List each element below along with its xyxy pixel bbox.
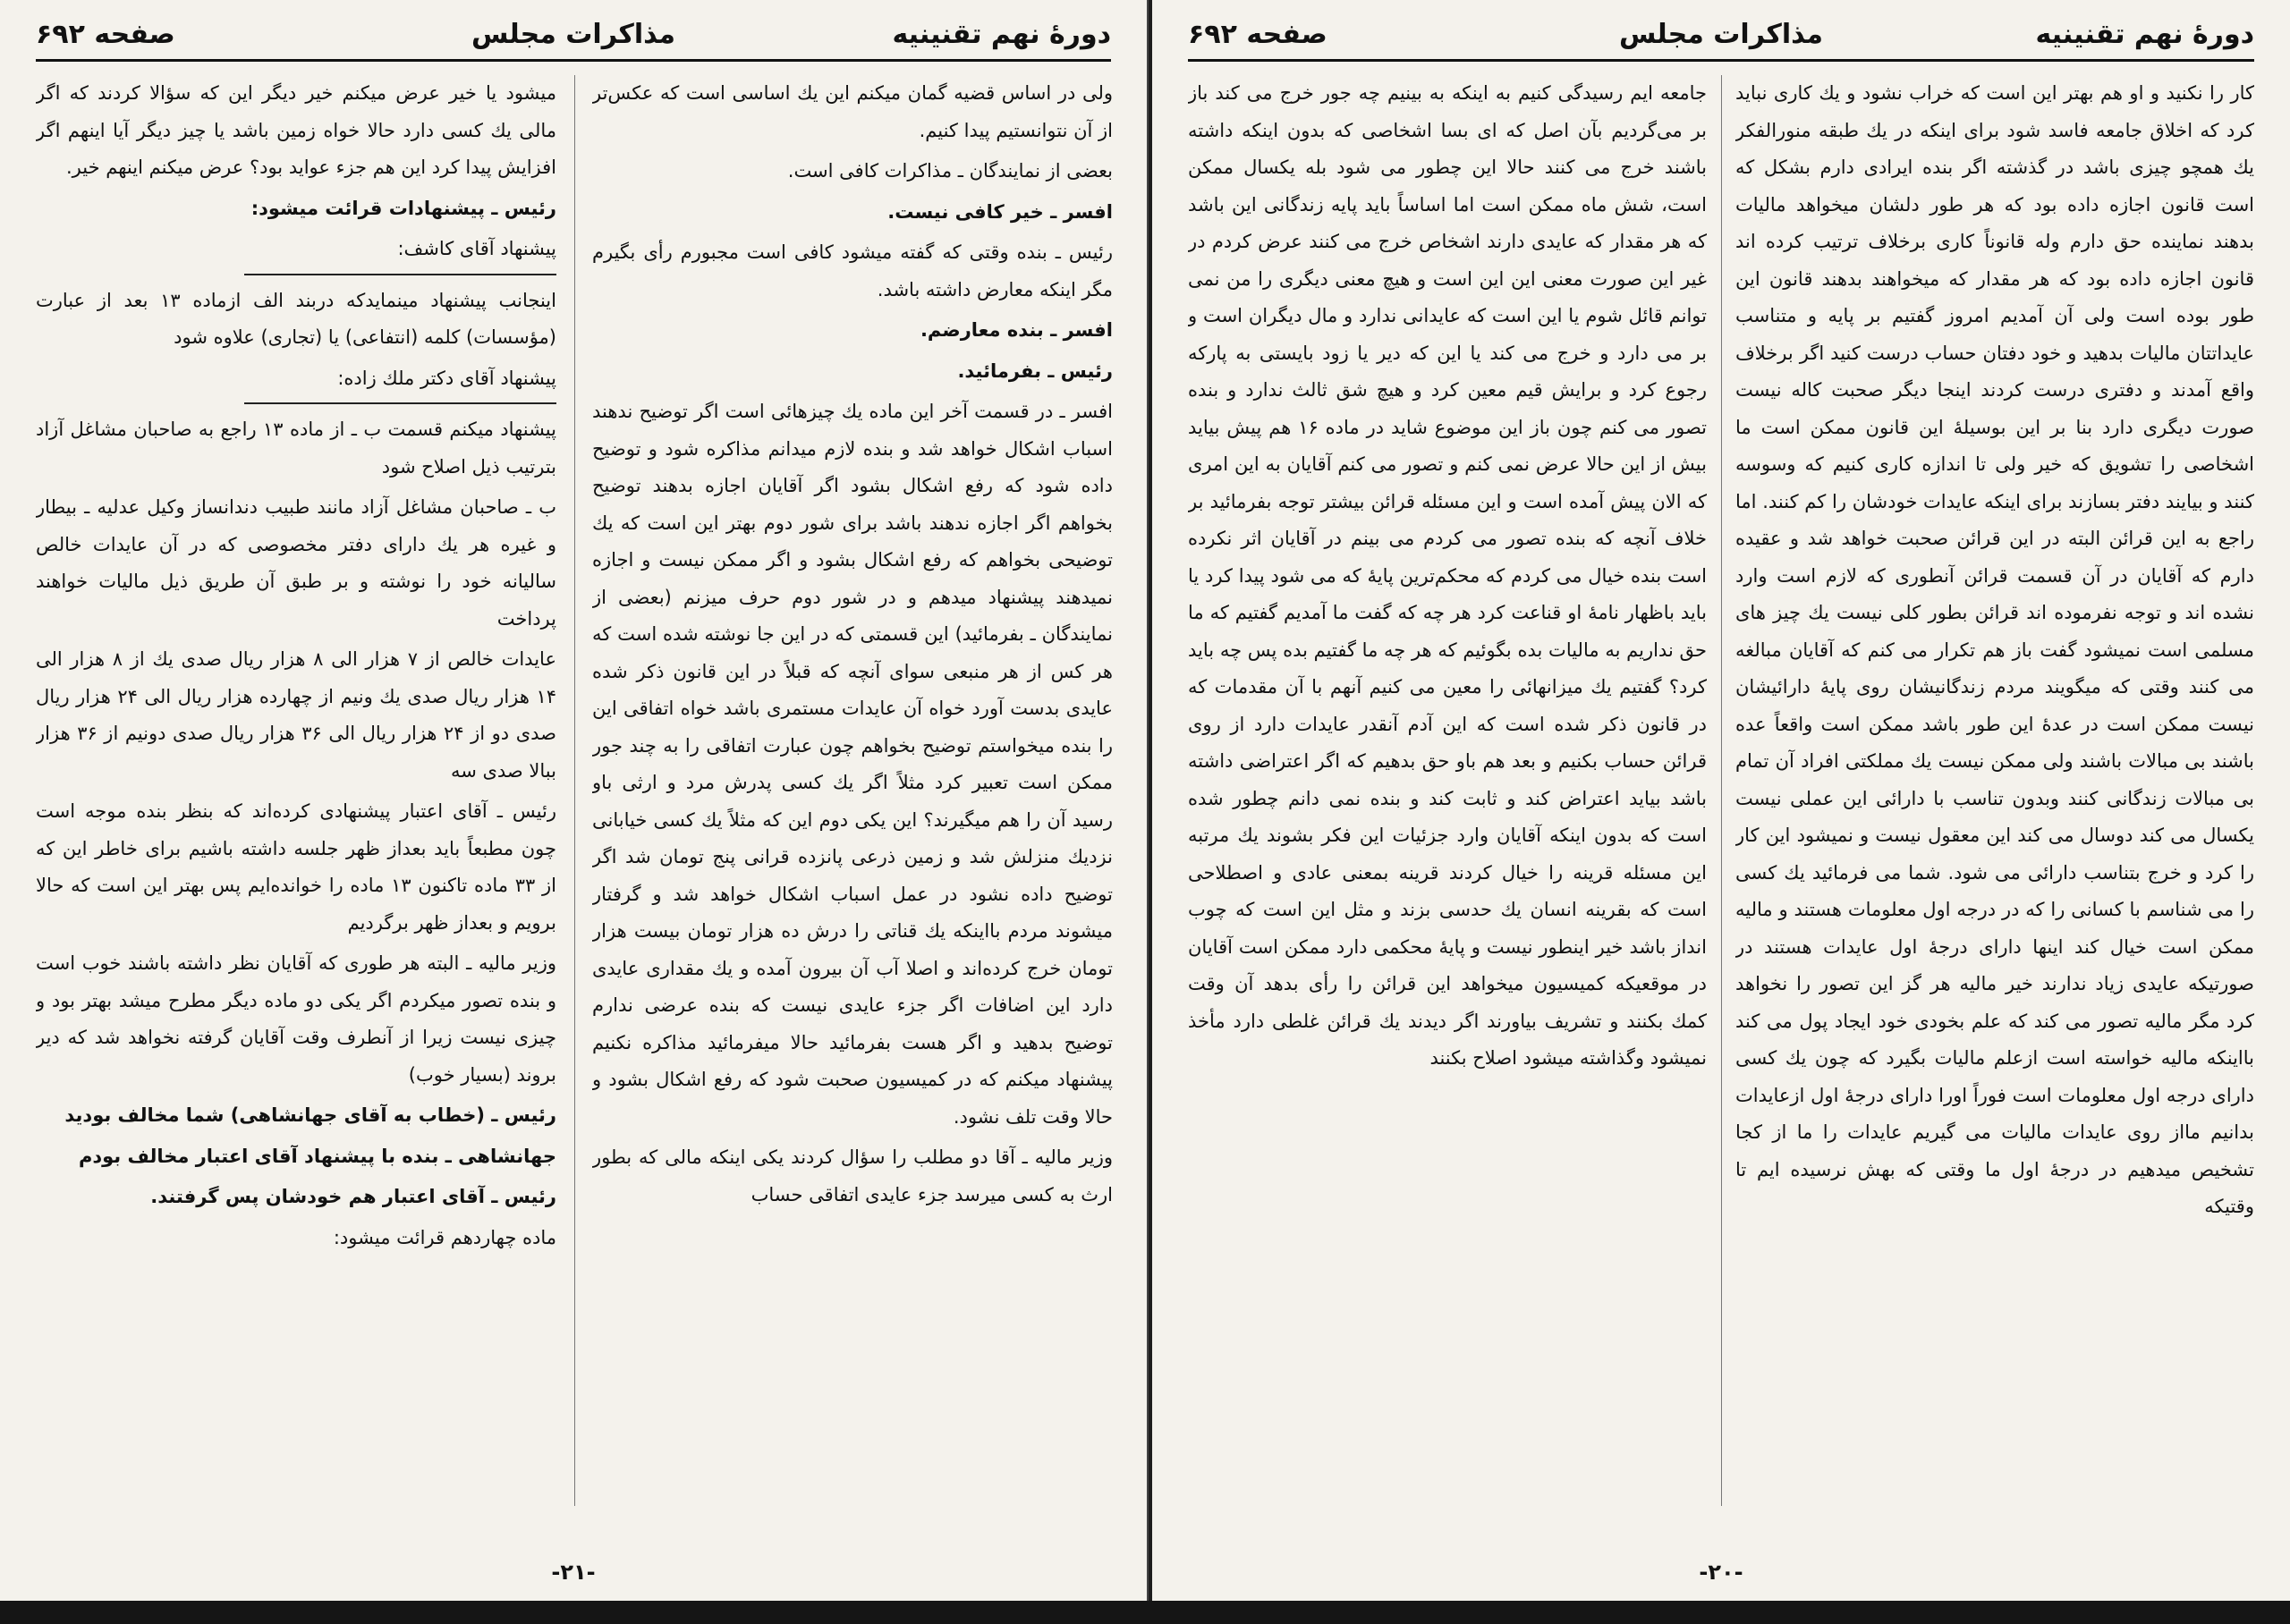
column-divider — [1721, 75, 1722, 1506]
paragraph: میشود یا خیر عرض میکنم خیر دیگر این که سؤالا کردند که اگر مالی یك کسی دارد حالا خواه زمین باشد یا چیز دیگر آیا اینهم اگر افزایش پیدا کرد این هم جزء عواید بود؟ عرض میکنم اینهم خیر. — [36, 82, 556, 178]
right-page-left-column — [1188, 75, 1707, 1506]
paragraph: رئیس ـ پیشنهادات قرائت میشود: — [250, 197, 556, 219]
header-session-label: دورهٔ نهم تقنینیه — [2035, 19, 2254, 50]
header-page-label: صفحه ۶۹۲ — [1188, 19, 1327, 50]
paragraph: اینجانب پیشنهاد مینمایدکه دربند الف ازماده ۱۳ بعد از عبارت (مؤسسات) کلمه (انتفاعی) یا (تجاری) علاوه شود — [36, 289, 556, 348]
header-session-label: دورهٔ نهم تقنینیه — [892, 19, 1111, 50]
left-page-header — [36, 13, 1111, 57]
paragraph: رئیس ـ (خطاب به آقای جهانشاهی) شما مخالف بودید — [64, 1104, 556, 1126]
paragraph: افسر ـ در قسمت آخر این ماده یك چیزهائی است اگر توضیح ندهند اسباب اشکال خواهد شد و بنده لازم میدانم مذاکره شود و توضیح داده شود که رفع اشکال بشود اگر آقایان اجازه بدهند توضیح بخواهم اگر اجازه ندهند باشد برای شور دوم بهتر این است که یك توضیحی بخواهم که رفع اشکال بشود و اگر ممکن نیست و اجازه نمیدهند پیشنهاد میدهم و در شور دوم حرف میزنم (بعضی از نمایندگان ـ بفرمائید) این قسمتی که در این جا نوشته شده است که هر کس از هر منبعی سوای آنچه که قبلاً در این قانون ذکر شده عایدی بدست آورد خواه آن عایدات مستمری باشد خواه اتفاقی این را بنده میخواستم توضیح بخواهم چون عبارت اتفاقی را به چند جور ممکن است تعبیر کرد مثلاً اگر یك کسی پدرش مرد و ارثی باو رسید آن را هم میگیرند؟ این یکی دوم این که مثلاً یك کسی خیابانی نزدیك منزلش شد و زمین ذرعی پانزده قرانی پنج تومان شد اگر توضیح داده نشود در عمل اسباب اشکال خواهد شد و گرفتار میشوند مردم بااینکه یك قناتی را درش ده هزار تومان بیست هزار تومان خرج کرده‌اند و اصلا آب آن بیرون آمده و یك مقداری عایدی دارد این اضافات اگر جزء عایدی نیست که بنده عرضی ندارم توضیح بدهید و اگر هست بفرمائید حالا میفرمائید مذاکره نکنیم پیشنهاد میکنم که در کمیسیون صحبت شود که رفع اشکال بشود و حالا وقت تلف نشود. — [592, 401, 1113, 1128]
separator-rule — [244, 274, 556, 275]
paragraph: رئیس ـ بنده وقتی که گفته میشود کافی است مجبورم رأی بگیرم مگر اینکه معارض داشته باشد. — [592, 241, 1113, 300]
paragraph: عایدات خالص از ۷ هزار الی ۸ هزار ریال صدی یك از ۸ هزار الی ۱۴ هزار ریال صدی یك ونیم از چهارده هزار ریال الی ۲۴ هزار ریال صدی دو از ۲۴ هزار ریال الی ۳۶ هزار ریال صدی دونیم از ۳۶ هزار ببالا صدی سه — [36, 648, 556, 782]
paragraph: جهانشاهی ـ بنده با پیشنهاد آقای اعتبار مخالف بودم — [78, 1145, 556, 1167]
right-page-header — [1188, 13, 2254, 57]
separator-rule — [244, 402, 556, 404]
paragraph: افسر ـ خیر کافی نیست. — [887, 200, 1113, 223]
column-divider — [574, 75, 575, 1506]
right-page-right-column — [1735, 75, 2254, 1506]
left-page-right-column — [592, 75, 1113, 1506]
paragraph: ماده چهاردهم قرائت میشود: — [333, 1226, 556, 1248]
paragraph: وزیر مالیه ـ آقا دو مطلب را سؤال کردند یکی اینکه مالی که بطور ارث به کسی میرسد جزء عایدی اتفاقی حساب — [592, 1146, 1113, 1205]
header-title: مذاکرات مجلس — [471, 19, 676, 50]
left-page — [0, 0, 1149, 1601]
header-page-label: صفحه ۶۹۲ — [36, 19, 175, 50]
paragraph: وزیر مالیه ـ البته هر طوری که آقایان نظر داشته باشند خوب است و بنده تصور میکردم اگر یکی دو ماده دیگر مطرح میشد بهتر بود و چیزی نیست زیرا از آنطرف وقت آقایان گرفته نخواهد شد که دیر بروند (بسیار خوب) — [36, 952, 556, 1086]
proposal-heading: پیشنهاد آقای دکتر ملك زاده: — [337, 367, 556, 389]
paragraph: رئیس ـ آقای اعتبار پیشنهادی کرده‌اند که بنظر بنده موجه است چون مطبعاً باید بعداز ظهر جلسه داشته باشیم برای خاطر این که از ۳۳ ماده تاکنون ۱۳ ماده را خوانده‌ایم پس بهتر این است که حالا برویم و بعداز ظهر برگردیم — [36, 800, 556, 934]
proposal-heading: پیشنهاد آقای کاشف: — [397, 238, 556, 259]
paragraph: بعضی از نمایندگان ـ مذاکرات کافی است. — [787, 160, 1113, 182]
paragraph: افسر ـ بنده معارضم. — [920, 319, 1113, 341]
scan-bottom-edge — [0, 1601, 2290, 1624]
paragraph: رئیس ـ آقای اعتبار هم خودشان پس گرفتند. — [150, 1186, 556, 1207]
header-title: مذاکرات مجلس — [1618, 19, 1824, 50]
right-page — [1152, 0, 2290, 1601]
page-number: -۲۱- — [551, 1560, 596, 1585]
header-rule — [36, 59, 1111, 62]
paragraph: رئیس ـ بفرمائید. — [957, 359, 1113, 382]
paragraph: ب ـ صاحبان مشاغل آزاد مانند طبیب دندانساز وکیل عدلیه ـ بیطار و غیره هر یك دارای دفتر مخصوصی که در آن عایدات خالص سالیانه خود را نوشته و بر طبق آن طریق ذیل مالیات خواهند پرداخت — [36, 496, 556, 630]
paragraph: پیشنهاد میکنم قسمت ب ـ از ماده ۱۳ راجع به صاحبان مشاغل آزاد بترتیب ذیل اصلاح شود — [36, 419, 556, 478]
left-page-left-column — [36, 75, 556, 1506]
paragraph: ولی در اساس قضیه گمان میکنم این یك اساسی است که عکس‌تر از آن نتوانستیم پیدا کنیم. — [592, 82, 1113, 141]
paragraph: کار را نکنید و او هم بهتر این است که خراب نشود و یك کاری نباید کرد که اخلاق جامعه فاسد شود برای اینکه در یك طبقه منورالفکر یك همچو چیزی باشد در گذشته اگر بنده ایرادی دارم بشکل که است قانون اجازه داده بود که هر طور دلشان میخواهد مالیات بدهند نماینده حق دارم وله قانوناً کاری برخلاف ترتیب کرده اند قانون اجازه داده بود که هر مقدار که میخواهند بدهند قانون این طور بوده است ولی آن آمدیم امروز گفتیم بر پایه و متناسب عایداتتان مالیات بدهید و خود دفتان حساب درست کنید اگر برخلاف واقع آمدند و دفتری درست کردند اینجا دیگر صحبت کاله نیست صورت دیگری دارد بنا بر این بوسیلهٔ این قانون ممکن است ما اشخاصی را تشویق که خیر ولی تا اندازه کاری کنیم که وسوسه کنند و بیایند دفتر بسازند برای اینکه عایدات خودشان را کم کنند. اما راجع به این قرائن البته در این قرائن صحبت خواهد شد و عقیده دارم که آقایان در آن قسمت قرائن آنطوری که لازم است وارد نشده اند و توجه نفرموده اند قرائن بطور کلی نیست یك چیز های مسلمی است نمیشود گفت باز هم تکرار می کنم که آقایان مبالغه می کنند وقتی که میگویند مردم زندگانیشان روی پایهٔ دارائیشان نیست ممکن است در عدهٔ این طور باشد ممکن است واقعاً عده باشند بی مبالات باشند ولی ممکن نیست یك مملکتی افراد آن تمام بی مبالات زندگانی کنند وبدون تناسب با دارائی این عملی نیست یکسال می کند دوسال می کند این معقول نیست و نمیشود این کار را کرد و خرج بتناسب دارائی می شود. شما می فرمائید یك کسی را می شناسم با کسانی را که در درجه اول معلومات هستند و مالیه ممکن است خیال کند اینها دارای درجهٔ اول عایدات هستند در صورتیکه عایدی زیاد ندارند خیر مالیه هر گز این تصور را نخواهد کرد مگر مالیه تصور می کند که علم بخودی خود ایجاد پول می کند بااینکه مالیه خواسته است ازعلم مالیات بگیرد که چون یك کسی دارای درجه اول معلومات است فوراً اورا دارای درجهٔ اول ازعایدات بدانیم مااز روی عایدات مالیات می گیریم عایدات را ما از کجا تشخیص میدهیم در درجهٔ اول ما وقتی که بهش نرسیده ایم تا وقتیکه — [1735, 82, 2254, 1217]
paragraph: جامعه ایم رسیدگی کنیم به اینکه به بینیم چه جور خرج می کند باز بر می‌گردیم بآن اصل که ای بسا اشخاصی که بدون اینکه داشته باشند خرج می کنند حالا این چطور می شود بله یکسال ممکن است، شش ماه ممکن است اما اساساً باید پایه زندگانی این باشد که هر مقدار که عایدی دارند اشخاص خرج می کنند عرض کردم در غیر این صورت معنی این این است و هیچ معنی دیگری را من نمی توانم قائل شوم یا این است که عایدانی ندارد و مال دیگران است و بر می دارد و خرج می کند یا این که دیر یا زود بایستی به پارکه رجوع کرد و برایش قیم معین کرد و هیچ شق ثالث ندارد و بنده تصور می کنم چون باز این موضوع شاید در ماده ۱۶ هم پیش بیاید بیش از این حالا عرض نمی کنم و تصور می کنم آقایان به این امری که الان پیش آمده است و این مسئله قرائن بیشتر توجه بفرمائید بر خلاف آنچه که بنده تصور می کردم می بینم در آقایان اثر نکرده است بنده خیال می کردم که محکم‌ترین پایهٔ که می شود پیدا کرد یا باید باظهار نامهٔ او قناعت کرد هر چه که گفت ما آمدیم گفتیم که ما حق نداریم به مالیات بده بگوئیم که هر چه ما گفتیم بده پس چه باید کرد؟ گفتیم یك میزانهائی را معین می کنیم آنهم با آن مقدمات که در قانون ذکر شده است که این آدم آنقدر عایدات دارد از روی قرائن حساب بکنیم و بعد هم باو حق بدهیم که اگر اعتراضی داشته باشد بیاید اعتراض کند و ثابت کند و بنده نمی دانم چطور شده است که بدون اینکه آقایان وارد جزئیات این فکر بشوند یك مرتبه این مسئله قرینه را خیال کردند قرینه بمعنی عادی و اصطلاحی است که بقرینه انسان یك حدسی بزند و مثل این است که چوب انداز باشد خیر اینطور نیست و پایهٔ محکمی دارد ممکن است آقایان در موقعیکه کمیسیون میخواهد این قرائن را رأی بدهد آن وقت کمك بکنند و تشریف بیاورند اگر دیدند یك قرائن غلطی دارد مأخذ نمیشود وگذاشته میشود اصلاح بکنند — [1188, 82, 1707, 1069]
page-number: -۲۰- — [1699, 1560, 1743, 1585]
header-rule — [1188, 59, 2254, 62]
